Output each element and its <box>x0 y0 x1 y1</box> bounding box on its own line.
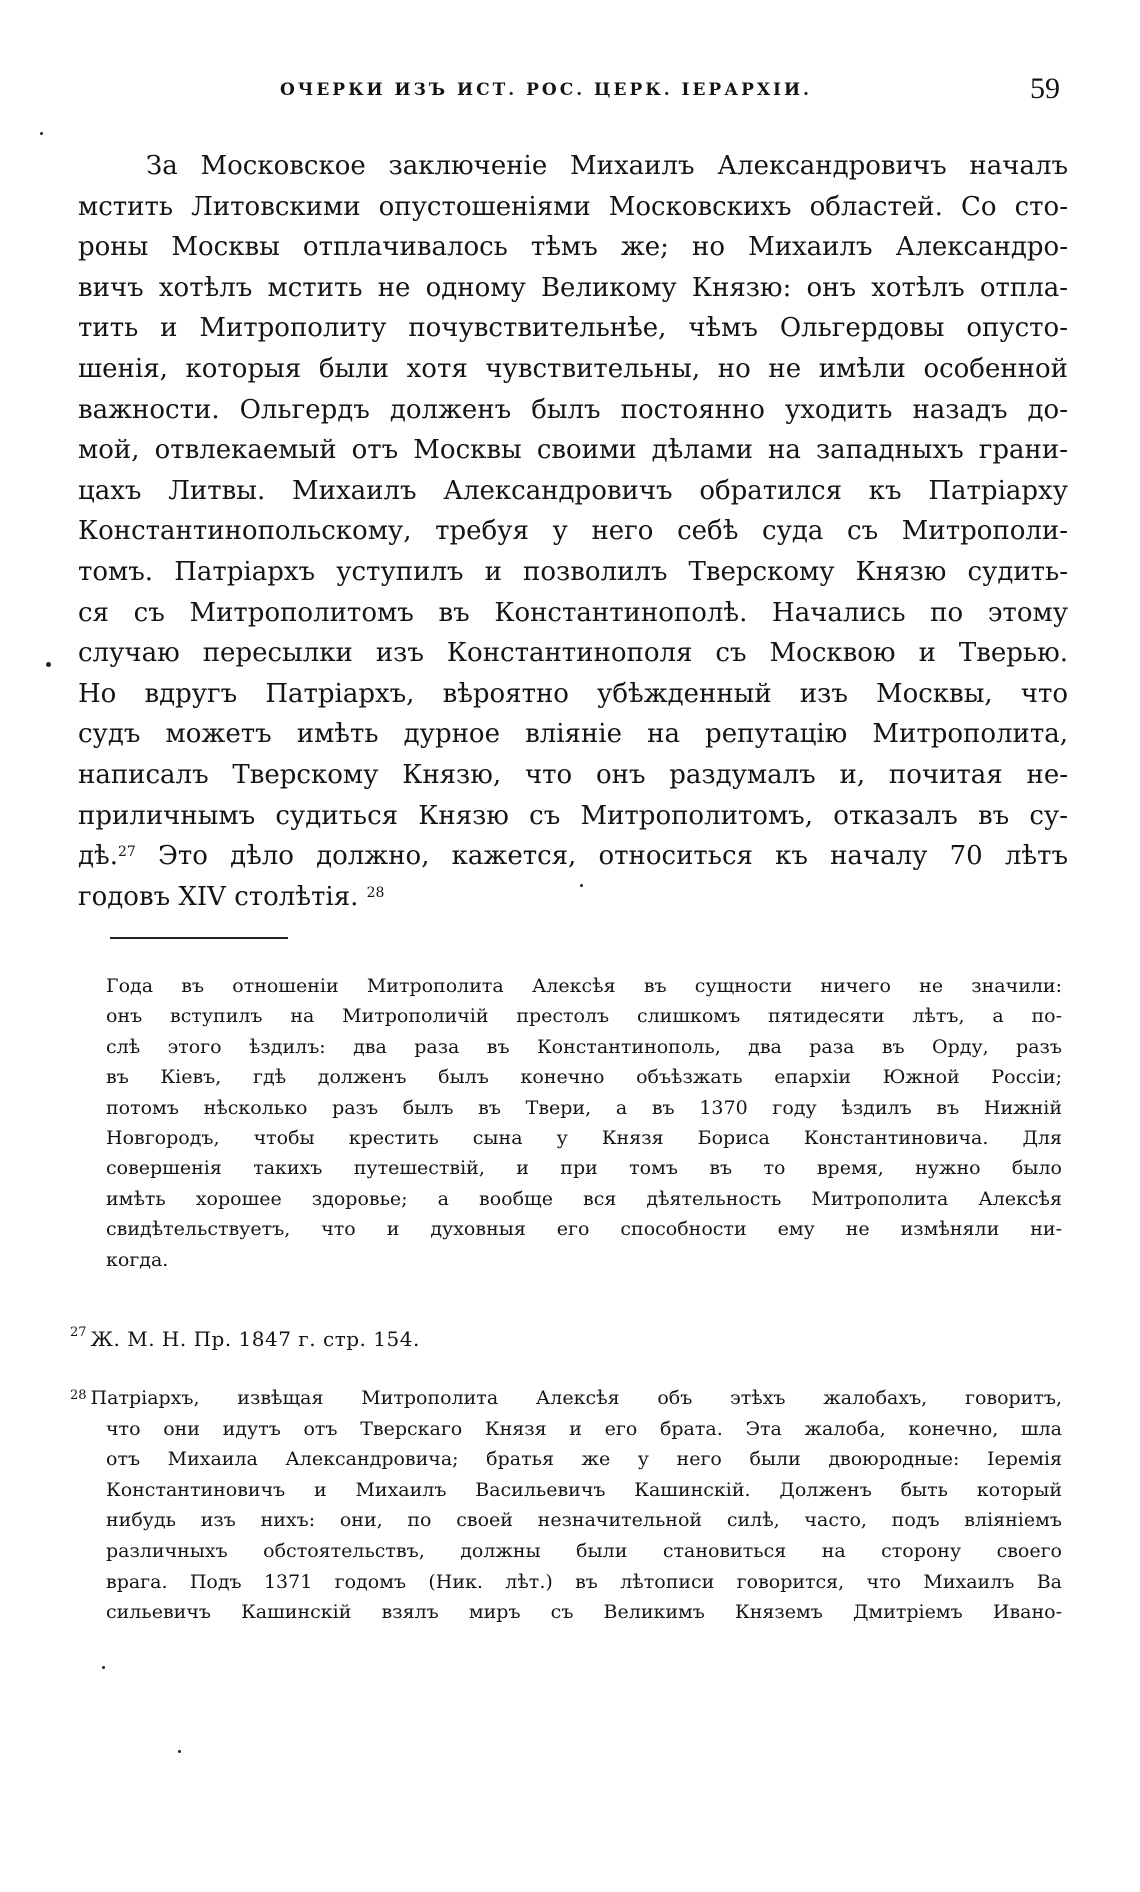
scan-speck <box>46 662 51 667</box>
text-line: вичъ хотѣлъ мстить не одному Великому Князю: онъ хотѣлъ отпла- <box>78 272 1068 303</box>
footnote-line: отъ Михаила Александровича; братья же у него были двоюродные: Іеремія <box>106 1448 1062 1471</box>
footnote-line: онъ вступилъ на Митрополичій престолъ слишкомъ пятидесяти лѣтъ, а по- <box>106 1005 1062 1028</box>
text-line: Но вдругъ Патріархъ, вѣроятно убѣжденный изъ Москвы, что <box>78 678 1068 709</box>
scan-speck <box>102 1666 105 1669</box>
footnote-line: нибудь изъ нихъ: они, по своей незначительной силѣ, часто, подъ вліяніемъ <box>106 1509 1062 1532</box>
text-line: томъ. Патріархъ уступилъ и позволилъ Тверскому Князю судить- <box>78 556 1068 587</box>
running-head: ОЧЕРКИ ИЗЪ ИСТ. РОС. ЦЕРК. ІЕРАРХІИ. <box>280 80 812 100</box>
footnote-line: слѣ этого ѣздилъ: два раза въ Константинополь, два раза въ Орду, разъ <box>106 1035 1062 1058</box>
footnote-line: сильевичъ Кашинскій взялъ миръ съ Великимъ Княземъ Дмитріемъ Ивано- <box>106 1601 1062 1624</box>
text-line: тить и Митрополиту почувствительнѣе, чѣмъ Ольгердовы опусто- <box>78 313 1068 344</box>
footnote-line: совершенія такихъ путешествій, и при томъ въ то время, нужно было <box>106 1157 1062 1180</box>
text-line: роны Москвы отплачивалось тѣмъ же; но Михаилъ Александро- <box>78 232 1068 263</box>
text-line: шенія, которыя были хотя чувствительны, но не имѣли особенной <box>78 353 1068 384</box>
text-line: цахъ Литвы. Михаилъ Александровичъ обратился къ Патріарху <box>78 475 1068 506</box>
scan-speck <box>580 884 583 887</box>
scan-speck <box>40 132 43 135</box>
text-line: случаю пересылки изъ Константинополя съ Москвою и Тверью. <box>78 638 1068 669</box>
text-segment: дѣ. <box>78 841 118 872</box>
text-segment: годовъ XIV столѣтія. <box>78 881 359 912</box>
footnote-line: различныхъ обстоятельствъ, должны были становиться на сторону своего <box>106 1539 1062 1562</box>
page-number: 59 <box>1030 72 1060 105</box>
text-line: мой, отвлекаемый отъ Москвы своими дѣлами на западныхъ грани- <box>78 435 1068 466</box>
text-line: мстить Литовскими опустошеніями Московскихъ областей. Со сто- <box>78 191 1068 222</box>
footnote-line: Константиновичъ и Михаилъ Васильевичъ Кашинскій. Долженъ быть который <box>106 1478 1062 1501</box>
footnote-27 <box>70 1327 1062 1351</box>
footnote-continuation <box>106 971 1062 1275</box>
text-line: Константинопольскому, требуя у него себѣ суда съ Митрополи- <box>78 516 1068 547</box>
footnote-line: Года въ отношеніи Митрополита Алексѣя въ сущности ничего не значили: <box>106 975 1062 997</box>
footnote-marker: 27 <box>70 1325 87 1340</box>
footnote-line: имѣть хорошее здоровье; а вообще вся дѣятельность Митрополита Алексѣя <box>106 1187 1062 1210</box>
footnote-line: потомъ нѣсколько разъ былъ въ Твери, а въ 1370 году ѣздилъ въ Нижній <box>106 1096 1062 1119</box>
footnote-text: Патріархъ, извѣщая Митрополита Алексѣя объ этѣхъ жалобахъ, говоритъ, <box>90 1387 1062 1409</box>
footnote-rule <box>110 937 288 939</box>
text-line: За Московское заключеніе Михаилъ Александровичъ началъ <box>146 151 1068 181</box>
footnote-line: когда. <box>106 1248 169 1271</box>
footnote-line: въ Кіевъ, гдѣ долженъ былъ конечно объѣзжать епархіи Южной Россіи; <box>106 1066 1062 1089</box>
text-line <box>78 877 1068 918</box>
scan-speck <box>178 1750 181 1753</box>
footnote-line <box>70 1383 1062 1414</box>
footnote-text: Ж. М. Н. Пр. 1847 г. стр. 154. <box>90 1327 420 1351</box>
main-paragraph <box>78 146 1068 917</box>
text-line: важности. Ольгердъ долженъ былъ постоянно уходить назадъ до- <box>78 394 1068 425</box>
footnote-line: свидѣтельствуетъ, что и духовныя его способности ему не измѣняли ни- <box>106 1218 1062 1241</box>
footnote-line: врага. Подъ 1371 годомъ (Ник. лѣт.) въ лѣтописи говорится, что Михаилъ Ва <box>106 1570 1062 1593</box>
footnote-line: что они идутъ отъ Тверскаго Князя и его брата. Эта жалоба, конечно, шла <box>106 1417 1062 1440</box>
footnote-marker: 28 <box>70 1388 87 1403</box>
text-line: судъ можетъ имѣть дурное вліяніе на репутацію Митрополита, <box>78 719 1068 750</box>
footnote-28 <box>70 1383 1062 1628</box>
text-line: написалъ Тверскому Князю, что онъ раздумалъ и, почитая не- <box>78 759 1068 790</box>
footnote-ref-28: 28 <box>366 884 385 901</box>
text-line: ся съ Митрополитомъ въ Константинополѣ. Начались по этому <box>78 597 1068 628</box>
text-segment: Это дѣло должно, кажется, относиться къ началу 70 лѣтъ <box>135 841 1068 872</box>
text-line: приличнымъ судиться Князю съ Митрополитомъ, отказалъ въ су- <box>78 800 1068 831</box>
footnote-ref-27: 27 <box>117 844 136 861</box>
text-line <box>78 836 1068 877</box>
footnote-line: Новгородъ, чтобы крестить сына у Князя Бориса Константиновича. Для <box>106 1127 1062 1150</box>
